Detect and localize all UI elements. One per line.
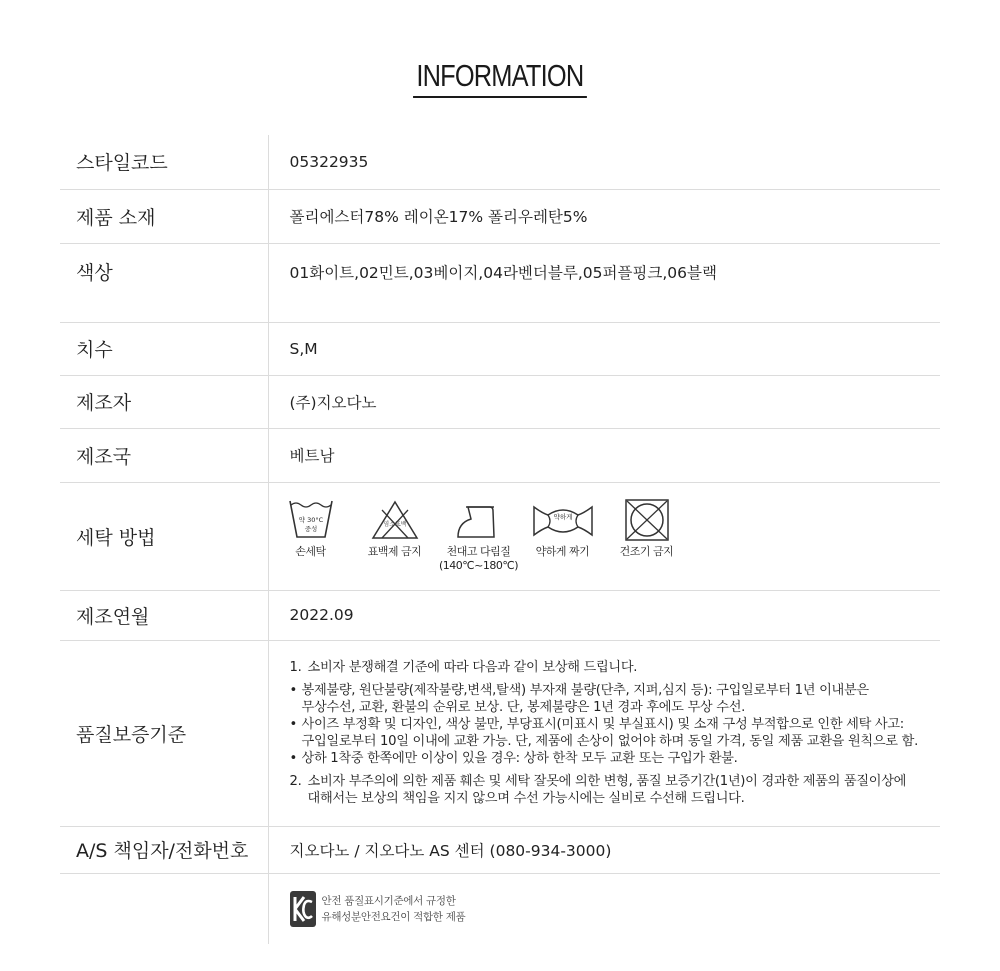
row-color [60, 243, 940, 322]
no-tumble-dry-icon [623, 499, 671, 541]
warranty-cell [268, 640, 940, 826]
no-tumble-dry-caption: 건조기 금지 [619, 545, 674, 558]
gentle-wring-inner: 약하게 [553, 513, 572, 521]
gentle-wring-caption: 약하게 짜기 [535, 545, 590, 558]
care-no-tumble-dry [605, 499, 689, 559]
hand-wash-neutral: 중성 [304, 525, 317, 533]
warranty-line-6: 상하 1착중 한쪽에만 이상이 있을 경우: 상하 한착 모두 교환 또는 구입가 환불. [301, 751, 738, 766]
label-maker: 제조자 [60, 375, 268, 428]
row-maker [60, 375, 940, 428]
kc-mark [290, 891, 941, 927]
hand-wash-caption: 손세탁 [295, 545, 326, 558]
value-style-code: 05322935 [268, 135, 940, 189]
row-warranty [60, 640, 940, 826]
value-material: 폴리에스터78% 레이온17% 폴리우레탄5% [268, 189, 940, 243]
value-color: 01화이트,02민트,03베이지,04라벤더블루,05퍼플핑크,06블랙 [268, 243, 940, 322]
bullet-3: • [289, 751, 297, 766]
gentle-wring-icon [532, 499, 594, 541]
kc-text [322, 893, 466, 925]
row-size [60, 322, 940, 375]
label-date: 제조연월 [60, 590, 268, 640]
value-date: 2022.09 [268, 590, 940, 640]
care-hand-wash [269, 499, 353, 559]
kc-text-line2: 유해성분안전요건이 적합한 제품 [321, 910, 466, 923]
warranty-item-2 [290, 773, 941, 790]
info-table [60, 135, 940, 944]
warranty-item-1 [290, 659, 941, 676]
row-style-code [60, 135, 940, 189]
iron-caption-line1: 천대고 다림질 [446, 545, 511, 558]
value-country: 베트남 [268, 428, 940, 482]
value-as: 지오다노 / 지오다노 AS 센터 (080-934-3000) [268, 826, 940, 873]
row-material [60, 189, 940, 243]
label-size: 치수 [60, 322, 268, 375]
care-iron [437, 499, 521, 573]
kc-text-line1: 안전 품질표시기준에서 규정한 [321, 894, 456, 907]
kc-cell [268, 873, 940, 944]
warranty-line-2: 봉제불량, 원단불량(제작불량,변색,탈색) 부자재 불량(단추, 지퍼,심지 등): 구입일로부터 1년 이내분은 [301, 683, 869, 698]
label-color: 색상 [60, 243, 268, 322]
washing-icons-cell [268, 482, 940, 590]
warranty-line-5: 구입일로부터 10일 이내에 교환 가능. 단, 제품에 손상이 없어야 하며 동일 가격, 동일 제품 교환을 원칙으로 함. [301, 734, 918, 749]
hand-wash-tub-icon [288, 499, 334, 541]
warranty-bullet-2 [290, 716, 941, 733]
row-country [60, 428, 940, 482]
label-washing: 세탁 방법 [60, 482, 268, 590]
row-as [60, 826, 940, 873]
iron-caption [439, 545, 518, 573]
no-bleach-inner: 염소표백 [382, 521, 407, 528]
bullet-2: • [289, 717, 297, 732]
hand-wash-temp: 약 30°C [298, 516, 323, 524]
warranty-line-1: 소비자 분쟁해결 기준에 따라 다음과 같이 보상해 드립니다. [307, 660, 638, 675]
warranty-line-4: 사이즈 부정확 및 디자인, 색상 불만, 부당표시(미표시 및 부실표시) 및 소재 구성 부적합으로 인한 세탁 사고: [301, 717, 904, 732]
label-country: 제조국 [60, 428, 268, 482]
iron-caption-line2: (140℃~180℃) [439, 559, 518, 572]
care-icons [269, 499, 941, 573]
row-kc [60, 873, 940, 944]
iron-icon [454, 499, 504, 541]
page-title: INFORMATION [413, 58, 587, 98]
row-date [60, 590, 940, 640]
kc-certification-icon [290, 891, 316, 927]
label-material: 제품 소재 [60, 189, 268, 243]
label-kc-empty [60, 873, 268, 944]
row-washing [60, 482, 940, 590]
no-bleach-icon [370, 499, 420, 541]
page-title-wrap [0, 58, 1000, 98]
label-as: A/S 책임자/전화번호 [60, 826, 268, 873]
warranty-num-2: 2. [289, 774, 302, 789]
label-warranty: 품질보증기준 [60, 640, 268, 826]
care-no-bleach [353, 499, 437, 559]
bullet-1: • [289, 683, 297, 698]
warranty-bullet-1 [290, 682, 941, 699]
value-size: S,M [268, 322, 940, 375]
warranty-line-7: 소비자 부주의에 의한 제품 훼손 및 세탁 잘못에 의한 변형, 품질 보증기간(1년)이 경과한 제품의 품질이상에 [307, 774, 907, 789]
warranty-line-3: 무상수선, 교환, 환불의 순위로 보상. 단, 봉제불량은 1년 경과 후에도 무상 수선. [301, 700, 746, 715]
label-style-code: 스타일코드 [60, 135, 268, 189]
warranty-num-1: 1. [289, 660, 302, 675]
warranty-text [290, 659, 941, 807]
no-bleach-caption: 표백제 금지 [367, 545, 422, 558]
care-gentle-wring [521, 499, 605, 559]
warranty-bullet-3 [290, 750, 941, 767]
value-maker: (주)지오다노 [268, 375, 940, 428]
warranty-line-8: 대해서는 보상의 책임을 지지 않으며 수선 가능시에는 실비로 수선해 드립니다. [307, 791, 745, 806]
